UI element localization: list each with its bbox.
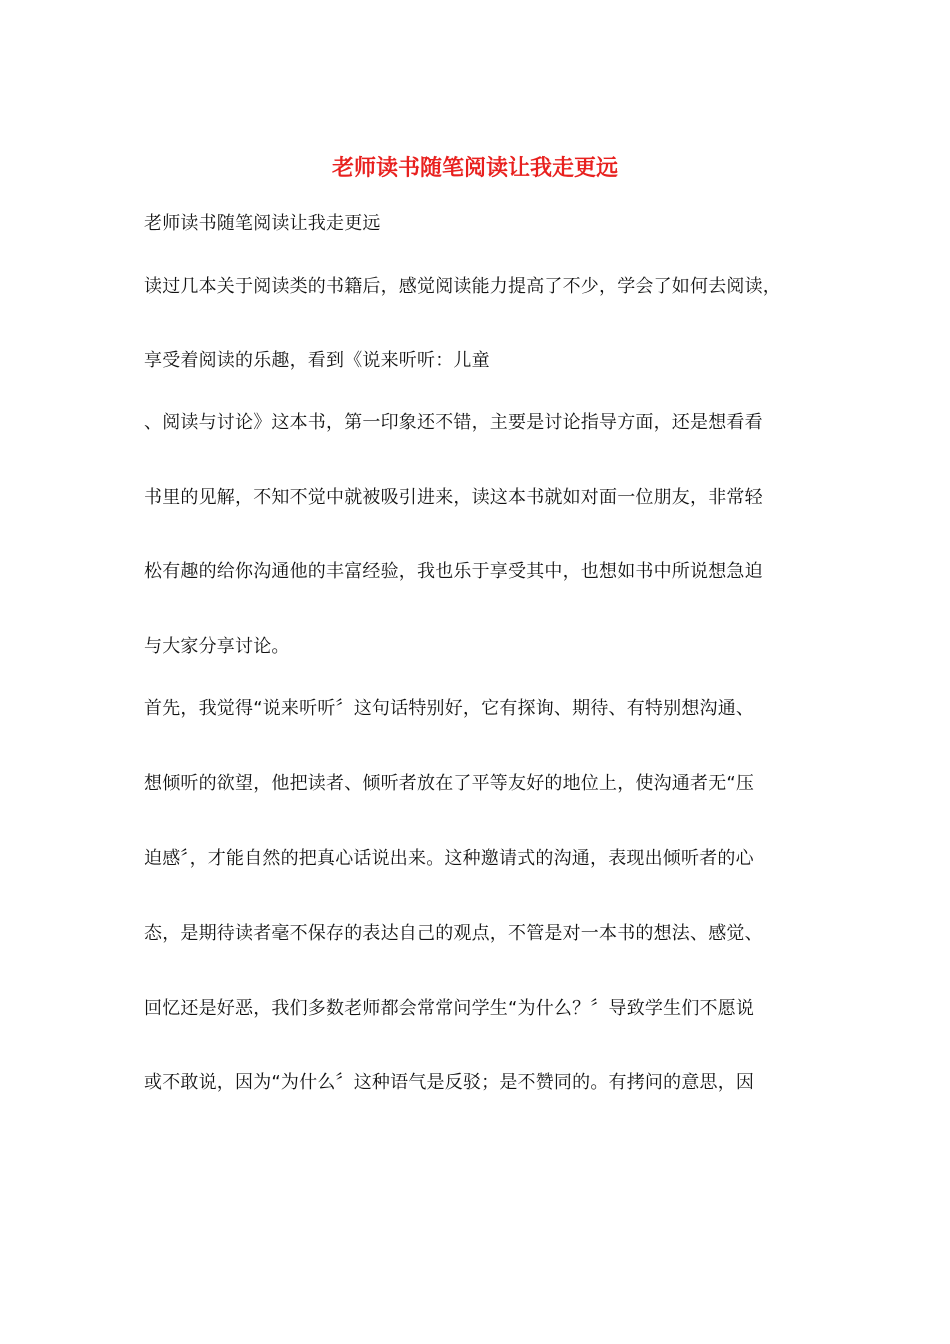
- body-line-12: 或不敢说，因为“为什么〞这种语气是反驳；是不赞同的。有拷问的意思，因: [144, 1072, 755, 1093]
- document-title: 老师读书随笔阅读让我走更远: [331, 155, 618, 181]
- body-line-1: 读过几本关于阅读类的书籍后，感觉阅读能力提高了不少，学会了如何去阅读，: [144, 276, 781, 297]
- body-line-5: 松有趣的给你沟通他的丰富经验，我也乐于享受其中，也想如书中所说想急迫: [144, 561, 763, 582]
- body-line-8: 想倾听的欲望，他把读者、倾听者放在了平等友好的地位上，使沟通者无“压: [144, 773, 755, 794]
- body-line-7: 首先，我觉得“说来听听〞这句话特别好，它有探询、期待、有特别想沟通、: [144, 698, 755, 719]
- body-line-3: 、阅读与讨论》这本书，第一印象还不错，主要是讨论指导方面，还是想看看: [144, 412, 763, 433]
- body-line-4: 书里的见解，不知不觉中就被吸引进来，读这本书就如对面一位朋友，非常轻: [144, 487, 763, 508]
- body-line-11: 回忆还是好恶，我们多数老师都会常常问学生“为什么？〞导致学生们不愿说: [144, 998, 755, 1019]
- body-line-9: 迫感〞，才能自然的把真心话说出来。这种邀请式的沟通，表现出倾听者的心: [144, 848, 754, 869]
- document-subtitle: 老师读书随笔阅读让我走更远: [144, 213, 381, 234]
- body-line-10: 态，是期待读者毫不保存的表达自己的观点，不管是对一本书的想法、感觉、: [144, 923, 763, 944]
- body-line-2: 享受着阅读的乐趣，看到《说来听听：儿童: [144, 350, 490, 371]
- body-line-6: 与大家分享讨论。: [144, 636, 290, 657]
